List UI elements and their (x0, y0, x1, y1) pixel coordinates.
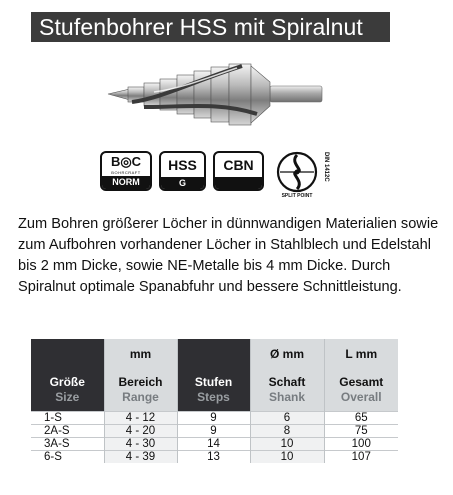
cell-shank: 6 (250, 412, 324, 425)
cell-steps: 9 (177, 412, 250, 425)
page-title: Stufenbohrer HSS mit Spiralnut (31, 12, 390, 42)
cell-shank: 10 (250, 451, 324, 464)
cell-size: 1-S (31, 412, 104, 425)
header-main: Schaft (268, 375, 306, 389)
cell-steps: 9 (177, 425, 250, 438)
cell-range: 4 - 20 (104, 425, 177, 438)
cell-overall: 100 (324, 438, 398, 451)
step-drill-image (92, 52, 332, 147)
header-overall (324, 369, 398, 412)
cell-steps: 14 (177, 438, 250, 451)
header-size (31, 369, 104, 412)
table-row (31, 412, 398, 425)
hss-g-logo (159, 151, 206, 191)
hss-logo-grade: G (161, 177, 204, 189)
header-sub: Range (122, 390, 159, 404)
specification-table (31, 339, 398, 463)
din-norm-text: DIN 1412C (323, 152, 329, 182)
split-point-logo (271, 151, 323, 199)
cell-size: 2A-S (31, 425, 104, 438)
header-shank (250, 369, 324, 412)
boc-norm-logo (100, 151, 152, 191)
split-point-icon (271, 151, 323, 193)
cell-size: 6-S (31, 451, 104, 464)
header-sub: Overall (340, 390, 382, 404)
header-main: Gesamt (339, 375, 384, 389)
header-row (31, 369, 398, 412)
header-range (104, 369, 177, 412)
cell-steps: 13 (177, 451, 250, 464)
cell-shank: 10 (250, 438, 324, 451)
table-row (31, 438, 398, 451)
table-row (31, 451, 398, 464)
header-steps (177, 369, 250, 412)
feature-logos (100, 151, 340, 201)
cell-shank: 8 (250, 425, 324, 438)
cell-range: 4 - 39 (104, 451, 177, 464)
cell-size: 3A-S (31, 438, 104, 451)
table-row (31, 425, 398, 438)
header-sub: Shank (268, 390, 305, 404)
header-sub: Steps (197, 390, 230, 404)
din-norm-label (322, 151, 332, 195)
boc-logo-text: B◎C (110, 154, 142, 169)
hss-logo-text: HSS (168, 157, 197, 173)
boc-logo-subtitle: BOHRCRAFT (111, 170, 141, 175)
header-main: Stufen (194, 375, 233, 389)
cell-overall: 75 (324, 425, 398, 438)
header-sub: Size (55, 390, 80, 404)
header-main: Bereich (118, 375, 163, 389)
unit-cell: Ø mm (250, 339, 324, 369)
cbn-logo-text: CBN (223, 157, 254, 173)
cell-overall: 65 (324, 412, 398, 425)
unit-row (31, 339, 398, 369)
cbn-logo-bar (215, 177, 262, 189)
product-description: Zum Bohren größerer Löcher in dünnwandigen Materialien sowie zum Aufbohren vorhandener Löcher in Stahlblech und Edelstahl bis 2 mm Dicke, sowie NE-Metalle bis 4 mm Dicke. Durch Spiralnut optimale Spanabfuhr und bessere Schnittleistung. (18, 216, 439, 295)
unit-cell: mm (104, 339, 177, 369)
unit-cell (31, 339, 104, 369)
cell-overall: 107 (324, 451, 398, 464)
boc-logo-norm: NORM (102, 176, 150, 189)
unit-cell: L mm (324, 339, 398, 369)
cell-range: 4 - 30 (104, 438, 177, 451)
header-main: Größe (49, 375, 85, 389)
split-point-label: SPLIT POINT (281, 193, 313, 199)
cell-range: 4 - 12 (104, 412, 177, 425)
cbn-logo (213, 151, 264, 191)
unit-cell (177, 339, 250, 369)
